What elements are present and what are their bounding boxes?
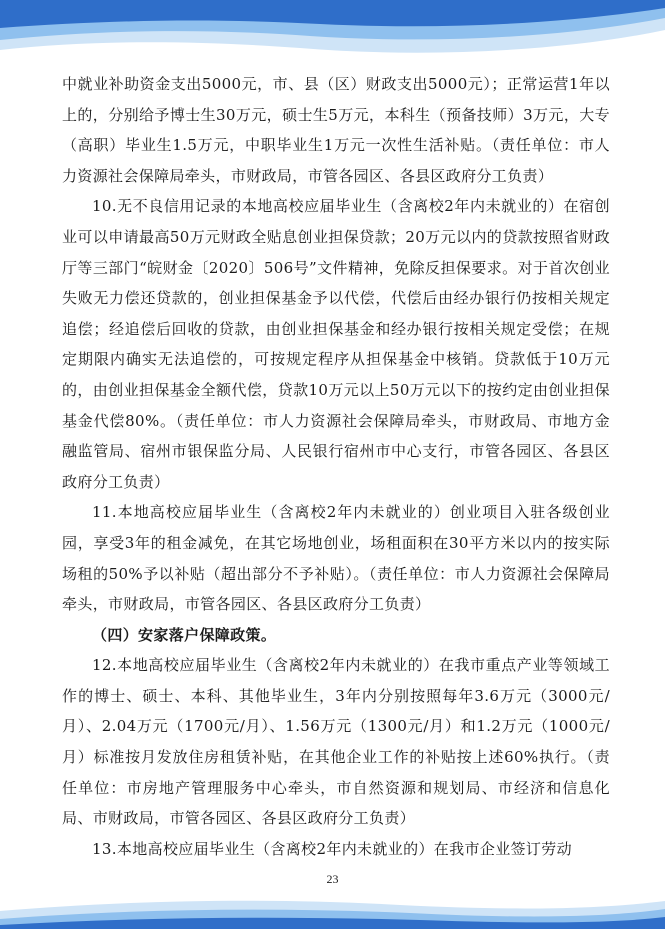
paragraph-10: 10.无不良信用记录的本地高校应届毕业生（含离校2年内未就业的）在宿创业可以申请最高50万元财政全贴息创业担保贷款；20万元以内的贷款按照省财政厅等三部门“皖财金〔2020〕506号”文件精神，免除反担保要求。对于首次创业失败无力偿还贷款的，创业担保基金予以代偿，代偿后由经办银行仍按相关规定追偿；经追偿后回收的贷款，由创业担保基金和经办银行按相关规定受偿；在规定期限内确实无法追偿的，可按规定程序从担保基金中核销。贷款低于10万元的，由创业担保基金全额代偿，贷款10万元以上50万元以下的按约定由创业担保基金代偿80%。（责任单位：市人力资源社会保障局牵头，市财政局、市地方金融监管局、宿州市银保监分局、人民银行宿州市中心支行，市管各园区、各县区政府分工负责） xyxy=(62,197,610,491)
footer-wave-light xyxy=(0,909,665,929)
section-heading-4: （四）安家落户保障政策。 xyxy=(92,625,277,644)
footer-wave-decoration xyxy=(0,889,665,929)
paragraph-11: 11.本地高校应届毕业生（含离校2年内未就业的）创业项目入驻各级创业园，享受3年的租金减免，在其它场地创业，场租面积在30平方米以内的按实际场租的50%予以补贴（超出部分不予补贴）。（责任单位：市人力资源社会保障局牵头，市财政局，市管各园区、各县区政府分工负责） xyxy=(62,503,610,614)
paragraph-13: 13.本地高校应届毕业生（含离校2年内未就业的）在我市企业签订劳动 xyxy=(92,839,572,858)
footer-wave-dark xyxy=(0,917,665,929)
header-wave-dark xyxy=(0,0,665,28)
document-body xyxy=(62,69,610,864)
header-wave-decoration xyxy=(0,0,665,62)
paragraph-continued: 中就业补助资金支出5000元，市、县（区）财政支出5000元）；正常运营1年以上的，分别给予博士生30万元，硕士生5万元，本科生（预备技师）3万元，大专（高职）毕业生1.5万元，中职毕业生1万元一次性生活补贴。（责任单位：市人力资源社会保障局牵头，市财政局，市管各园区、各县区政府分工负责） xyxy=(62,75,610,185)
header-wave-light xyxy=(0,0,665,40)
page-number: 23 xyxy=(326,872,339,886)
header-wave-pale xyxy=(0,0,665,53)
footer-wave-pale xyxy=(0,901,665,929)
paragraph-12: 12.本地高校应届毕业生（含离校2年内未就业的）在我市重点产业等领域工作的博士、硕士、本科、其他毕业生，3年内分别按照每年3.6万元（3000元/月）、2.04万元（1700元/月）、1.56万元（1300元/月）和1.2万元（1000元/月）标准按月发放住房租赁补贴，在其他企业工作的补贴按上述60%执行。（责任单位：市房地产管理服务中心牵头，市自然资源和规划局、市经济和信息化局、市财政局，市管各园区、各县区政府分工负责） xyxy=(62,656,610,828)
